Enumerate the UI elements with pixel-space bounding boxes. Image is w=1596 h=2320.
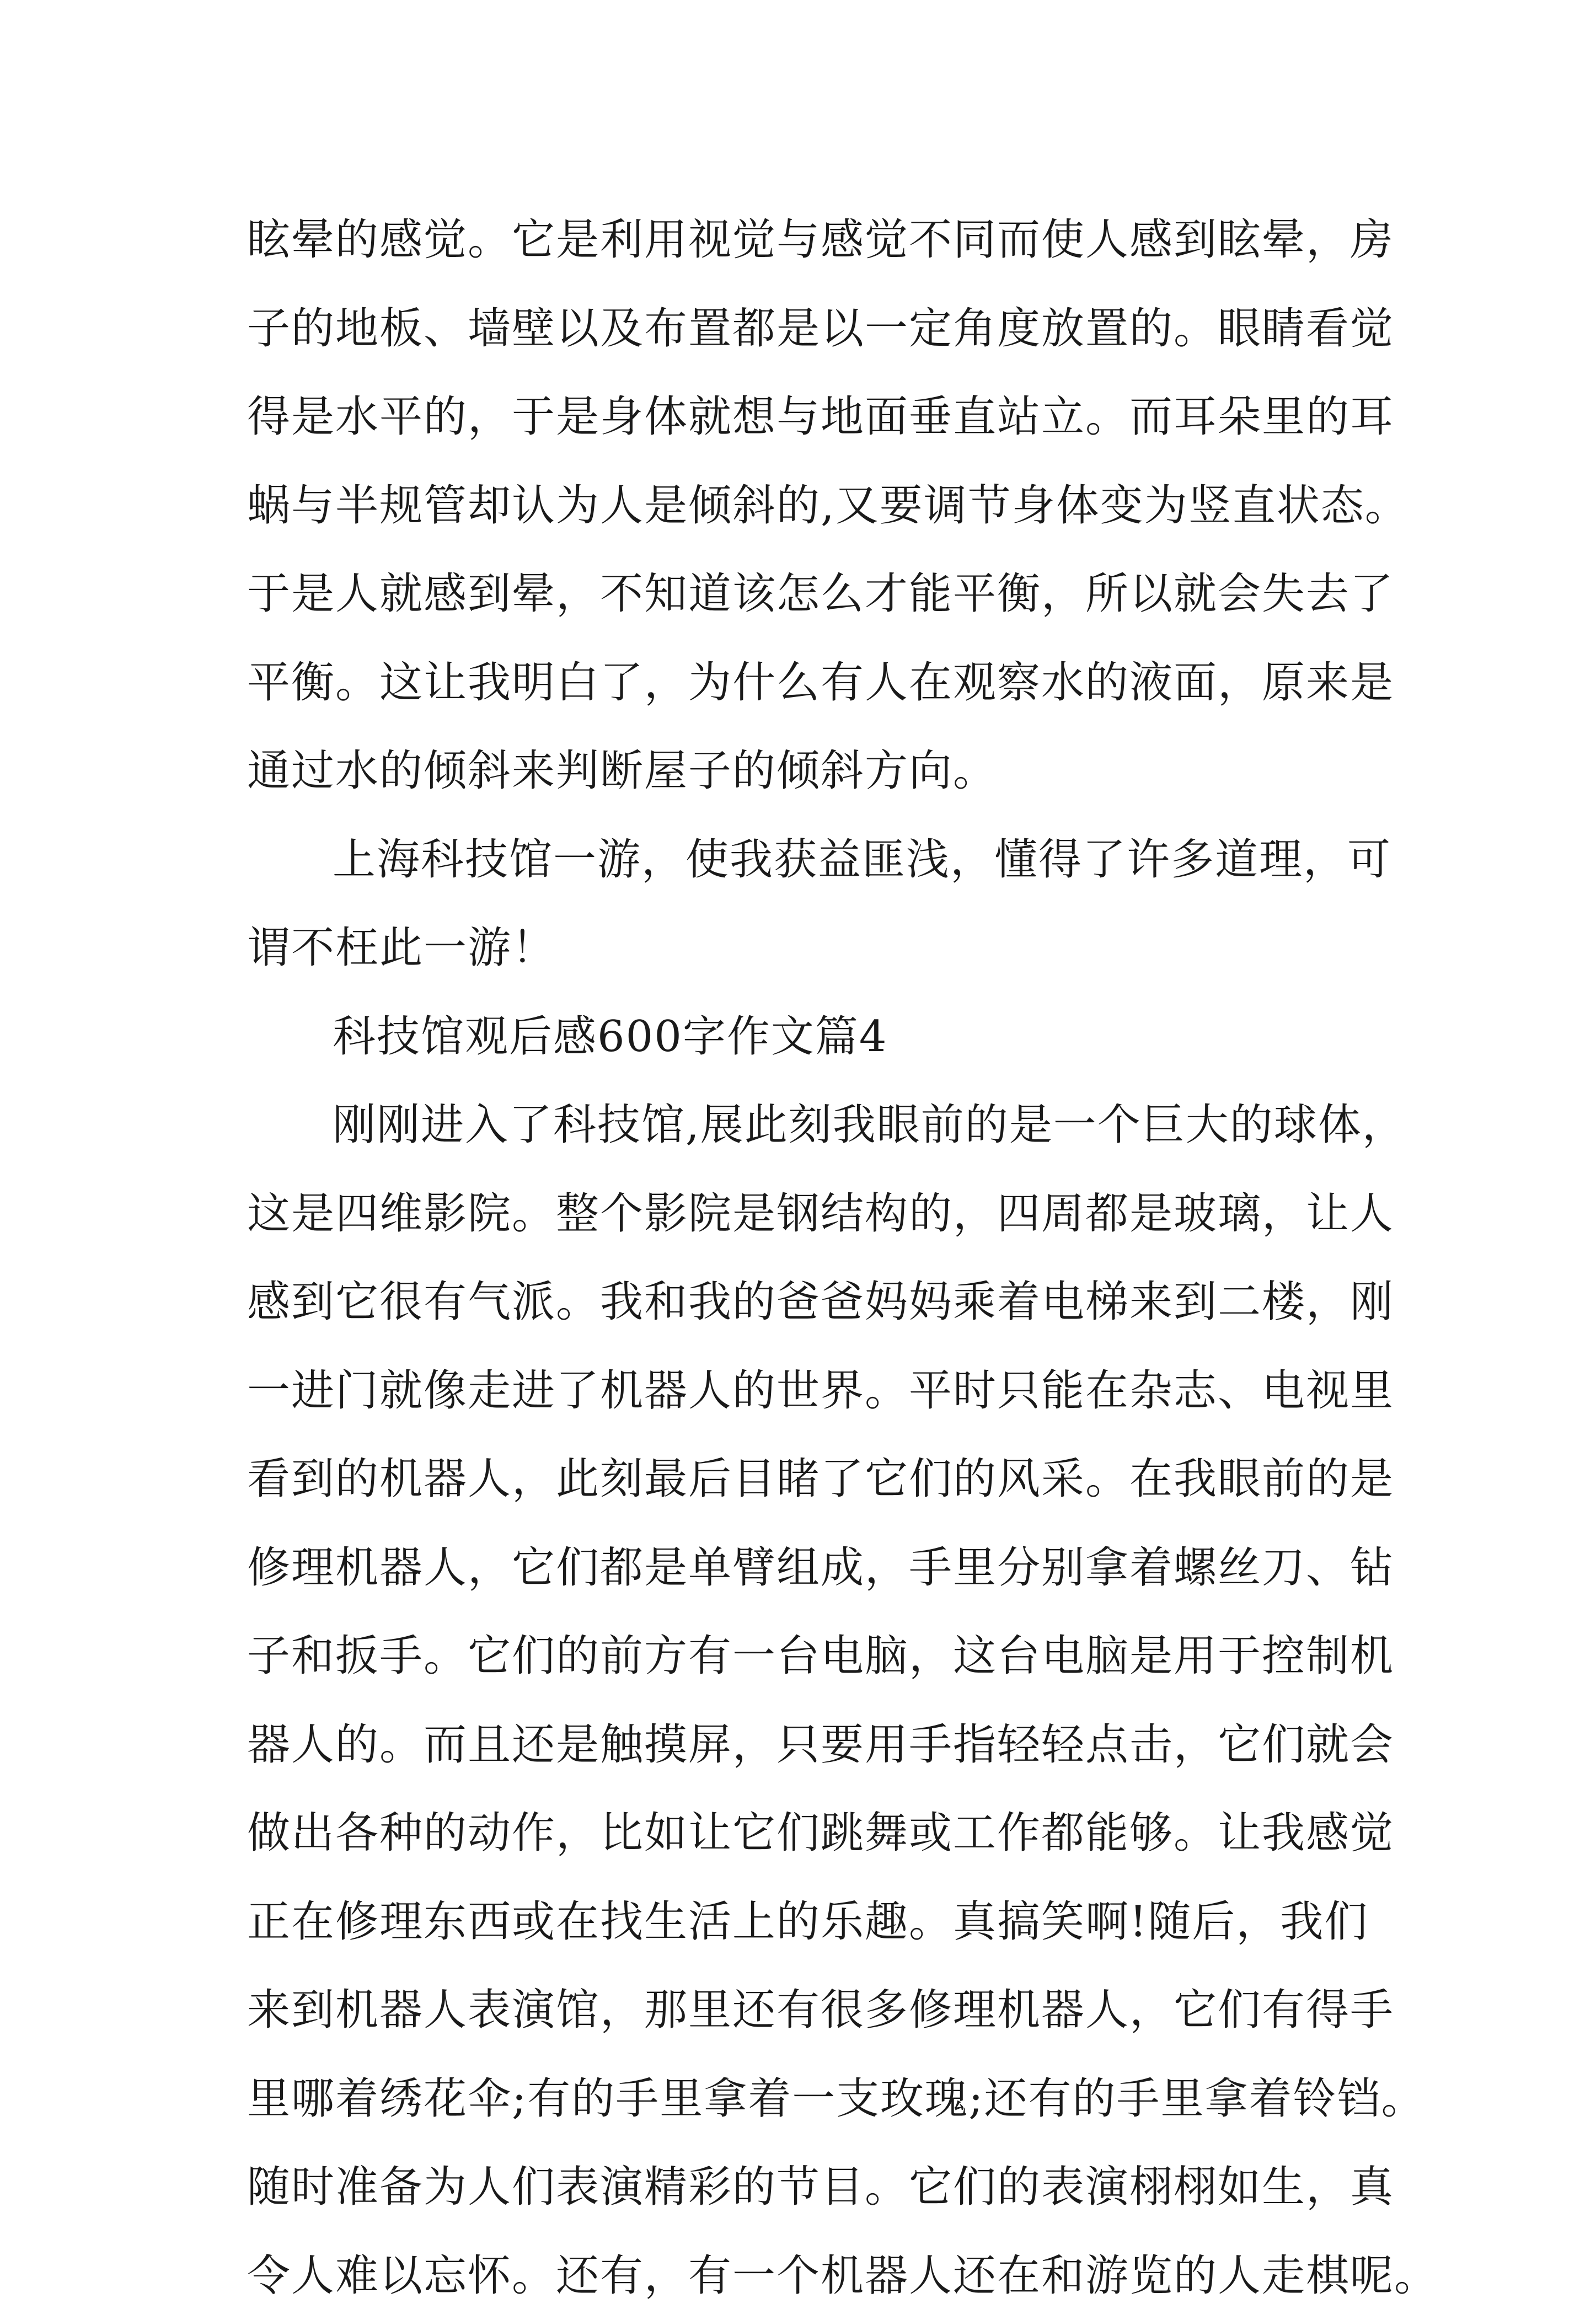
paragraph-line: 子和扳手。它们的前方有一台电脑，这台电脑是用于控制机: [247, 1612, 1361, 1701]
paragraph-line: 感到它很有气派。我和我的爸爸妈妈乘着电梯来到二楼，刚: [247, 1258, 1361, 1347]
paragraph-line: 刚刚进入了科技馆,展此刻我眼前的是一个巨大的球体，: [247, 1081, 1361, 1170]
paragraph-line: 子的地板、墙壁以及布置都是以一定角度放置的。眼睛看觉: [247, 285, 1361, 373]
paragraph-line: 器人的。而且还是触摸屏，只要用手指轻轻点击，它们就会: [247, 1701, 1361, 1789]
paragraph-line: 修理机器人，它们都是单臂组成，手里分别拿着螺丝刀、钻: [247, 1524, 1361, 1612]
paragraph-line: 平衡。这让我明白了，为什么有人在观察水的液面，原来是: [247, 639, 1361, 727]
paragraph-line: 谓不枉此一游！: [247, 904, 1361, 993]
paragraph-line: 令人难以忘怀。还有，有一个机器人还在和游览的人走棋呢。: [247, 2232, 1361, 2320]
paragraph-line: 蜗与半规管却认为人是倾斜的,又要调节身体变为竖直状态。: [247, 462, 1361, 550]
paragraph-line: 看到的机器人，此刻最后目睹了它们的风采。在我眼前的是: [247, 1435, 1361, 1524]
essay-body: [247, 196, 1361, 2320]
paragraph-line: 于是人就感到晕，不知道该怎么才能平衡，所以就会失去了: [247, 550, 1361, 639]
paragraph-line: 正在修理东西或在找生活上的乐趣。真搞笑啊!随后，我们: [247, 1878, 1361, 1967]
paragraph-line: 这是四维影院。整个影院是钢结构的，四周都是玻璃，让人: [247, 1170, 1361, 1258]
paragraph-line: 随时准备为人们表演精彩的节目。它们的表演栩栩如生，真: [247, 2143, 1361, 2232]
paragraph-line: 里哪着绣花伞;有的手里拿着一支玫瑰;还有的手里拿着铃铛。: [247, 2055, 1361, 2144]
paragraph-line: 来到机器人表演馆，那里还有很多修理机器人，它们有得手: [247, 1966, 1361, 2055]
section-heading: 科技馆观后感600字作文篇4: [247, 993, 1361, 1081]
paragraph-line: 眩晕的感觉。它是利用视觉与感觉不同而使人感到眩晕，房: [247, 196, 1361, 285]
paragraph-line: 通过水的倾斜来判断屋子的倾斜方向。: [247, 727, 1361, 816]
paragraph-line: 做出各种的动作，比如让它们跳舞或工作都能够。让我感觉: [247, 1789, 1361, 1878]
paragraph-line: 得是水平的，于是身体就想与地面垂直站立。而耳朵里的耳: [247, 373, 1361, 462]
paragraph-line: 上海科技馆一游，使我获益匪浅，懂得了许多道理，可: [247, 816, 1361, 904]
paragraph-line: 一进门就像走进了机器人的世界。平时只能在杂志、电视里: [247, 1347, 1361, 1435]
